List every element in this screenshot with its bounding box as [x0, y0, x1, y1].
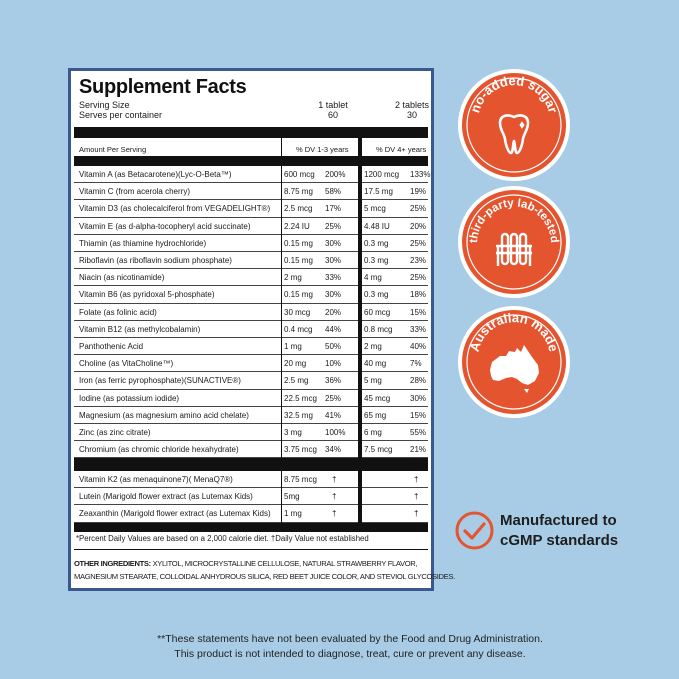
dv-col1: 25%: [325, 221, 342, 231]
column-divider: [358, 127, 362, 523]
amount-col1: 20 mg: [284, 359, 307, 369]
amount-col1: 3 mg: [284, 428, 302, 437]
dv-col1: 17%: [325, 204, 342, 214]
amount-col1: 8.75 mcg: [284, 475, 317, 484]
nutrient-row: [74, 235, 428, 252]
nutrient-row: [74, 390, 428, 407]
amount-col1: 600 mcg: [284, 170, 315, 179]
cgmp-statement: [500, 511, 618, 551]
amount-col2: 0.3 mg: [364, 290, 389, 300]
amount-col2: 5 mcg: [364, 204, 386, 214]
dv-col2: †: [414, 509, 419, 519]
amount-col1: 2.5 mcg: [284, 204, 313, 214]
nutrient-row: [74, 252, 428, 269]
australia-map-icon: [490, 345, 539, 393]
dv-col1: 30%: [325, 256, 342, 265]
divider-bar: [74, 523, 428, 532]
dv-col1: 58%: [325, 187, 342, 197]
dv-col2: 25%: [410, 273, 427, 283]
amount-col1: 3.75 mcg: [284, 445, 317, 455]
nutrient-row: [74, 372, 428, 389]
amount-col2: 65 mg: [364, 410, 387, 420]
dv-col2: 33%: [410, 324, 427, 334]
nutrient-row: [74, 424, 428, 441]
dv-col2: 25%: [410, 238, 427, 248]
dv-col1: 33%: [325, 273, 342, 283]
amount-col2: 4 mg: [364, 273, 382, 283]
nutrient-row: [74, 355, 428, 372]
badge-graphic: [462, 73, 566, 177]
col1-size: 1 tablet: [318, 100, 348, 110]
amount-col1: 2.24 IU: [284, 221, 310, 231]
nutrient-row: [74, 321, 428, 338]
nutrient-name: Choline (as VitaCholine™): [79, 359, 174, 369]
amount-col2: 7.5 mcg: [364, 445, 393, 455]
dv-col2: 28%: [410, 376, 427, 386]
nutrient-name: Vitamin A (as Betacarotene)(Lyc-O-Beta™): [79, 170, 232, 179]
nutrient-row: [74, 304, 428, 321]
divider-bar: [74, 127, 428, 138]
dv-col1: 25%: [325, 393, 342, 403]
col2-size: 2 tablets: [394, 100, 430, 110]
dv-col2: 15%: [410, 410, 427, 420]
nutrient-name: Iron (as ferric pyrophosphate)(SUNACTIVE®): [79, 376, 241, 386]
amount-col1: 8.75 mg: [284, 187, 313, 197]
dv-col2: 18%: [410, 290, 427, 300]
dv-col1: 30%: [325, 238, 342, 248]
amount-col2: 45 mcg: [364, 393, 391, 403]
disclaimer-line: This product is not intended to diagnose, treat, cure or prevent any disease.: [174, 648, 526, 660]
dv-col2: 25%: [410, 204, 427, 214]
amount-col2: 5 mg: [364, 376, 382, 386]
serving-size-label: Serving Size: [79, 100, 130, 110]
amount-col2: 40 mg: [364, 359, 387, 369]
nutrient-name: Chromium (as chromic chloride hexahydrate): [79, 445, 239, 455]
other-ingredients-line: MAGNESIUM STEARATE, COLLOIDAL ANHYDROUS SILICA, RED BEET JUICE COLOR, AND STEVIOL GLYCOSIDES.: [74, 572, 455, 581]
amount-col1: 22.5 mcg: [284, 393, 317, 403]
nutrient-row: [74, 338, 428, 355]
disclaimer-line: **These statements have not been evaluated by the Food and Drug Administration.: [157, 633, 543, 645]
amount-col2: 4.48 IU: [364, 221, 390, 231]
table-head: [74, 141, 428, 157]
amount-col2: 0.8 mcg: [364, 324, 393, 334]
nutrient-row: [74, 441, 428, 458]
amount-col1: 0.15 mg: [284, 290, 313, 300]
amount-col1: 1 mg: [284, 342, 302, 351]
other-ingredients-label: OTHER INGREDIENTS:: [74, 559, 151, 568]
nutrient-name: Panthothenic Acid: [79, 342, 144, 351]
amount-col1: 0.4 mcg: [284, 324, 313, 334]
dv-col2: †: [414, 492, 419, 502]
cgmp-line: Manufactured to: [500, 512, 617, 529]
dv-col2: 40%: [410, 342, 427, 351]
nutrient-row: [74, 286, 428, 303]
col2-header: [382, 100, 442, 120]
nutrient-name: Zinc (as zinc citrate): [79, 428, 151, 437]
australian-made-badge: [458, 306, 570, 418]
dv-col1: 10%: [325, 359, 342, 369]
nutrient-name: Vitamin B6 (as pyridoxal 5-phosphate): [79, 290, 215, 300]
other-ingredients: [74, 549, 455, 583]
amount-col2: 60 mcg: [364, 307, 391, 317]
column-divider: [281, 127, 282, 523]
dv-col2: 7%: [410, 359, 422, 369]
serves-label: Serves per container: [79, 110, 163, 120]
nutrient-name: Vitamin E (as d-alpha-tocopheryl acid succinate): [79, 221, 251, 231]
dv-col2: 30%: [410, 393, 427, 403]
amount-col2: 0.3 mg: [364, 256, 389, 265]
nutrient-name: Vitamin B12 (as methylcobalamin): [79, 324, 201, 334]
nutrient-name: Riboflavin (as riboflavin sodium phosphate): [79, 256, 232, 265]
amount-col1: 0.15 mg: [284, 238, 313, 248]
amount-col2: 6 mg: [364, 428, 382, 437]
amount-col1: 1 mg: [284, 509, 302, 519]
dv-col1: †: [332, 492, 337, 502]
badge-text: no-added sugar: [467, 73, 561, 115]
nutrient-name: Thiamin (as thiamine hydrochloride): [79, 238, 207, 248]
nutrient-name: Lutein (Marigold flower extract (as Lutemax Kids): [79, 492, 253, 502]
svg-text:third-party lab-tested: [468, 197, 560, 243]
dv-col2: 133%: [410, 170, 431, 179]
dv-col1: 20%: [325, 307, 342, 317]
nutrient-name: Vitamin C (from acerola cherry): [79, 187, 190, 197]
lab-tested-badge: [458, 186, 570, 298]
badge-graphic: [462, 190, 566, 294]
dv-col2: 19%: [410, 187, 427, 197]
nutrient-name: Vitamin K2 (as menaquinone7)( MenaQ7®): [79, 475, 233, 484]
no-added-sugar-badge: [458, 69, 570, 181]
dv-col1: 34%: [325, 445, 342, 455]
dv-col1: †: [332, 509, 337, 519]
dv-col1: 50%: [325, 342, 342, 351]
dv-col1: 30%: [325, 290, 342, 300]
dv-col2: 20%: [410, 221, 427, 231]
cgmp-line: cGMP standards: [500, 532, 619, 549]
fda-disclaimer: [80, 632, 620, 662]
facts-title: Supplement Facts: [79, 76, 247, 98]
amount-col1: 2.5 mg: [284, 376, 309, 386]
amount-col1: 2 mg: [284, 273, 302, 283]
serving-labels: [79, 100, 162, 120]
nutrient-name: Magnesium (as magnesium amino acid chelate): [79, 410, 249, 420]
col1-serves: 60: [327, 110, 338, 120]
dv-col2: 55%: [410, 428, 427, 437]
dv-col1: 200%: [325, 170, 346, 179]
divider-bar: [74, 458, 428, 471]
nutrient-row: [74, 269, 428, 286]
dv-col1: 41%: [325, 410, 342, 420]
amount-label: Amount Per Serving: [79, 145, 147, 154]
nutrient-name: Vitamin D3 (as cholecalciferol from VEGADELIGHT®): [79, 204, 271, 214]
check-circle-icon: [454, 510, 495, 551]
nutrient-name: Niacin (as nicotinamide): [79, 273, 165, 283]
badge-text: Australian made: [466, 310, 562, 354]
nutrient-row: [74, 200, 428, 217]
dv-col2: †: [414, 475, 419, 484]
col2-serves: 30: [406, 110, 417, 120]
badge-graphic: [462, 310, 566, 414]
nutrient-row: [74, 218, 428, 235]
other-ingredients-line: XYLITOL, MICROCRYSTALLINE CELLULOSE, NATURAL STRAWBERRY FLAVOR,: [152, 559, 418, 568]
dv-col1: 36%: [325, 376, 342, 386]
amount-col1: 5mg: [284, 492, 300, 502]
nutrient-name: Iodine (as potassium iodide): [79, 393, 180, 403]
svg-text:no-added sugar: [467, 73, 561, 114]
col2-dv-label: % DV 4+ years: [376, 145, 427, 154]
nutrient-row: [74, 471, 428, 488]
dv-col2: 15%: [410, 307, 427, 317]
nutrient-row: [74, 166, 431, 183]
dv-col1: †: [332, 475, 337, 484]
test-tubes-icon: [496, 234, 532, 266]
nutrient-name: Zeaxanthin (Marigold flower extract (as Lutemax Kids): [79, 509, 271, 519]
tooth-icon: [500, 115, 528, 153]
footnote: *Percent Daily Values are based on a 2,000 calorie diet. †Daily Value not established: [76, 534, 369, 543]
amount-col1: 0.15 mg: [284, 256, 313, 265]
col1-header: [303, 100, 363, 120]
dv-col2: 21%: [410, 445, 427, 455]
nutrient-row: [74, 488, 428, 505]
dv-col2: 23%: [410, 256, 427, 265]
amount-col2: 2 mg: [364, 342, 382, 351]
nutrient-row: [74, 505, 428, 522]
amount-col2: 17.5 mg: [364, 187, 393, 197]
amount-col1: 32.5 mg: [284, 410, 313, 420]
badge-text: third-party lab-tested: [467, 197, 561, 244]
amount-col1: 30 mcg: [284, 307, 311, 317]
divider-bar: [74, 157, 428, 166]
amount-col2: 0.3 mg: [364, 238, 389, 248]
amount-col2: 1200 mcg: [364, 170, 400, 179]
nutrient-row: [74, 407, 428, 424]
nutrient-name: Folate (as folinic acid): [79, 307, 157, 317]
dv-col1: 100%: [325, 428, 346, 437]
supplement-facts-panel: [68, 68, 455, 591]
col1-dv-label: % DV 1-3 years: [296, 145, 349, 154]
svg-text:Australian made: [467, 310, 562, 353]
dv-col1: 44%: [325, 324, 342, 334]
nutrient-row: [74, 183, 428, 200]
